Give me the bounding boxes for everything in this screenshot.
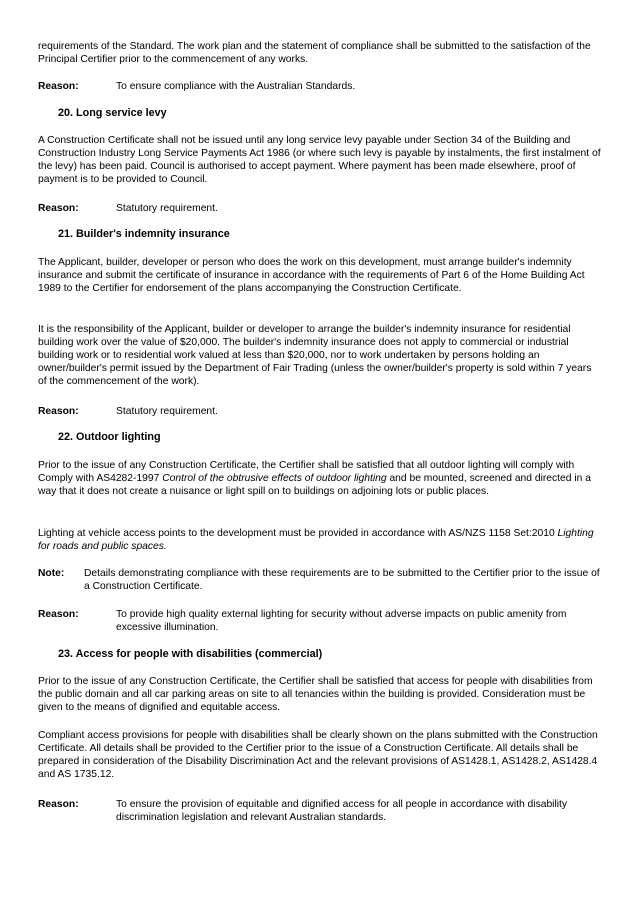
reason-row	[38, 405, 602, 418]
reason-text: Statutory requirement.	[116, 203, 218, 214]
reason-row	[38, 80, 602, 93]
paragraph: Compliant access provisions for people with disabilities shall be clearly shown on the plans submitted with the Construction Certificate. All details shall be provided to the Certifier prior to the issue of a Construction Certificate. All details shall be prepared in consideration of the Disability Discrimination Act and the relevant provisions of AS1428.1, AS1428.2, AS1428.4 and AS 1735.12.	[38, 730, 598, 780]
paragraph: A Construction Certificate shall not be issued until any long service levy payable under Section 34 of the Building and Construction Industry Long Service Payments Act 1986 (or where such levy is payable by instalments, the first instalment of the levy) has been paid. Council is authorised to accept payment. Where payment has been made elsewhere, proof of payment is to be provided to Council.	[38, 135, 601, 185]
reason-row	[38, 608, 602, 634]
reason-row	[38, 798, 602, 824]
reason-text: To ensure compliance with the Australian Standards.	[116, 81, 356, 92]
reason-label: Reason:	[38, 81, 79, 92]
paragraph: The Applicant, builder, developer or person who does the work on this development, must arrange builder's indemnity insurance and submit the certificate of insurance in accordance with the requirements of Part 6 of the Home Building Act 1989 to the Certifier for endorsement of the plans accompanying the Construction Certificate.	[38, 257, 585, 294]
section-heading-23: 23. Access for people with disabilities (commercial)	[58, 648, 323, 660]
reason-label: Reason:	[38, 406, 79, 417]
paragraph: Prior to the issue of any Construction Certificate, the Certifier shall be satisfied that access for people with disabilities from the public domain and all car parking areas on site to all tenancies within the building is provided. Consideration must be given to the means of dignified and equitable access.	[38, 676, 593, 713]
reason-text: To ensure the provision of equitable and dignified access for all people in accordance with disability discrimination legislation and relevant Australian standards.	[116, 799, 568, 823]
reason-row	[38, 202, 602, 215]
section-heading-20: 20. Long service levy	[58, 107, 167, 119]
standard-title: Control of the obtrusive effects of outdoor lighting	[162, 473, 387, 484]
paragraph: requirements of the Standard. The work plan and the statement of compliance shall be submitted to the satisfaction of the Principal Certifier prior to the commencement of any works.	[38, 41, 591, 65]
reason-text: Statutory requirement.	[116, 406, 218, 417]
paragraph-text: Prior to the issue of any Construction Certificate, the Certifier shall be satisfied that all outdoor lighting will comply with Comply with AS4282-1997	[38, 460, 575, 484]
reason-label: Reason:	[38, 609, 79, 620]
paragraph-text: Lighting at vehicle access points to the development must be provided in accordance with AS/NZS 1158 Set:2010	[38, 528, 558, 539]
paragraph-text: and be mounted, screened and directed in a way that it does not create a nuisance or light spill on to buildings on adjoining lots or public places.	[38, 473, 591, 497]
reason-text: To provide high quality external lighting for security without adverse impacts on public amenity from excessive illumination.	[116, 609, 567, 633]
paragraph: It is the responsibility of the Applicant, builder or developer to arrange the builder's indemnity insurance for residential building work over the value of $20,000. The builder's indemnity insurance does not apply to commercial or industrial building work or to residential work valued at less than $20,000, nor to work undertaken by persons holding an owner/builder's permit issued by the Department of Fair Trading (unless the owner/builder's property is sold within 7 years of the commencement of the work).	[38, 324, 592, 387]
paragraph	[38, 459, 602, 498]
reason-label: Reason:	[38, 799, 79, 810]
section-heading-22: 22. Outdoor lighting	[58, 431, 161, 443]
paragraph	[38, 527, 602, 553]
note-row	[38, 567, 602, 593]
standard-title: Lighting for roads and public spaces.	[38, 528, 594, 552]
section-heading-21: 21. Builder's indemnity insurance	[58, 228, 230, 240]
note-text: Details demonstrating compliance with these requirements are to be submitted to the Certifier prior to the issue of a Construction Certificate.	[84, 568, 600, 592]
reason-label: Reason:	[38, 203, 79, 214]
note-label: Note:	[38, 568, 65, 579]
